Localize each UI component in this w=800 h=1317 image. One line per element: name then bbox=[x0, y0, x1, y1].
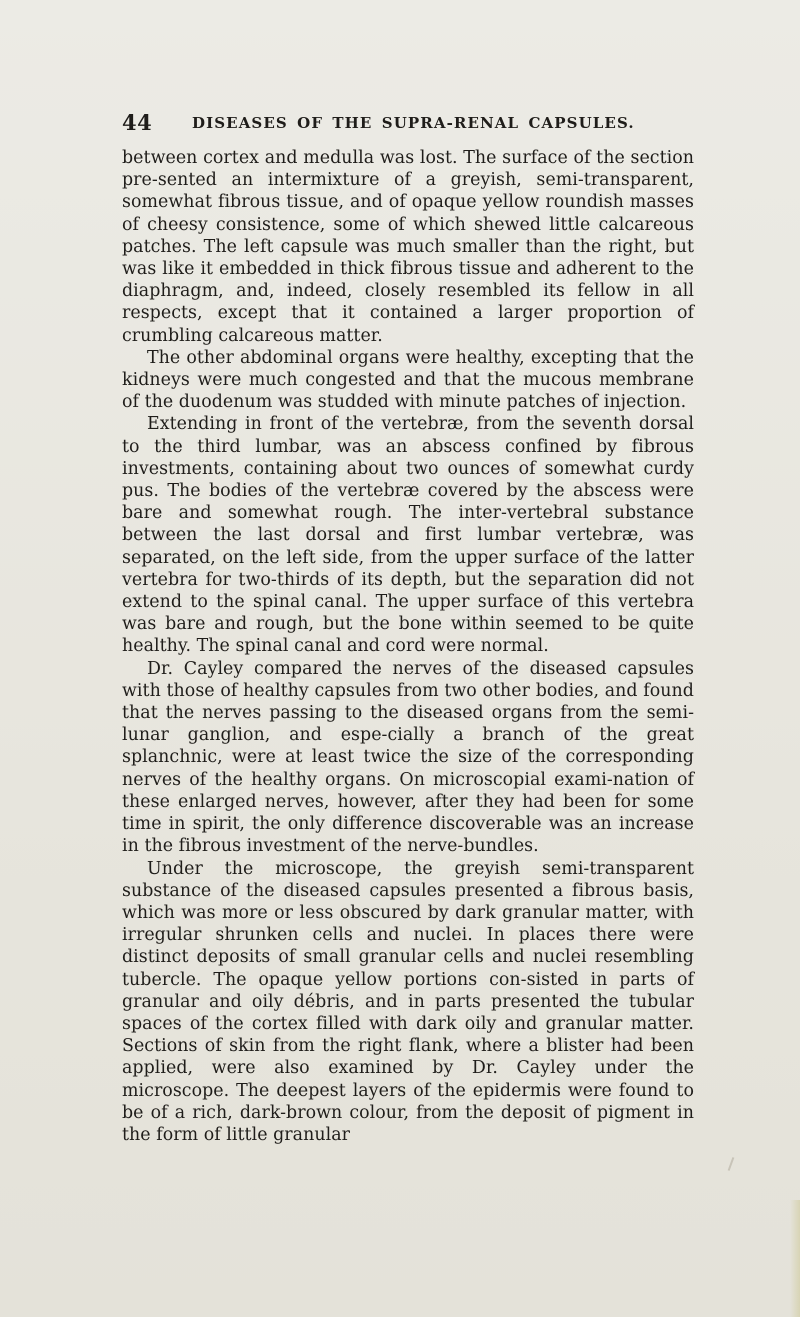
running-head: DISEASES OF THE SUPRA-RENAL CAPSULES. bbox=[192, 114, 635, 132]
page-number: 44 bbox=[122, 110, 153, 135]
paragraph-microscope: Under the microscope, the greyish semi-transparent substance of the diseased capsules presented a fibrous basis, which was more or less obscured by dark granular matter, with irregular shrunken cells and nuclei. In places there were distinct deposits of small granular cells and nuclei resembling tubercle. The opaque yellow portions con-sisted in parts of granular and oily débris, and in parts presented the tubular spaces of the cortex filled with dark oily and granular matter. Sections of skin from the right flank, where a blister had been applied, were also examined by Dr. Cayley under the microscope. The deepest layers of the epidermis were found to be of a rich, dark-brown colour, from the deposit of pigment in the form of little granular bbox=[122, 858, 694, 1145]
paragraph-abscess: Extending in front of the vertebræ, from the seventh dorsal to the third lumbar, was an abscess confined by fibrous investments, containing about two ounces of somewhat curdy pus. The bodies of the vertebræ covered by the abscess were bare and somewhat rough. The inter-vertebral substance between the last dorsal and first lumbar vertebræ, was separated, on the left side, from the upper surface of the latter vertebra for two-thirds of its depth, but the separation did not extend to the spinal canal. The upper surface of this vertebra was bare and rough, but the bone within seemed to be quite healthy. The spinal canal and cord were normal. bbox=[122, 414, 694, 657]
page-header bbox=[0, 110, 800, 140]
paragraph-nerves: Dr. Cayley compared the nerves of the diseased capsules with those of healthy capsules from two other bodies, and found that the nerves passing to the diseased organs from the semi-lunar ganglion, and espe-cially a branch of the great splanchnic, were at least twice the size of the corresponding nerves of the healthy organs. On microscopial exami-nation of these enlarged nerves, however, after they had been for some time in spirit, the only difference discoverable was an increase in the fibrous investment of the nerve-bundles. bbox=[122, 658, 694, 857]
page-edge-stain bbox=[790, 1200, 800, 1317]
paragraph-abdominal-organs: The other abdominal organs were healthy, excepting that the kidneys were much congested and that the mucous membrane of the duodenum was studded with minute patches of injection. bbox=[122, 347, 694, 413]
paper-speck bbox=[728, 1157, 735, 1171]
body-text bbox=[122, 147, 694, 1146]
paragraph-continuation: between cortex and medulla was lost. The surface of the section pre-sented an intermixture of a greyish, semi-transparent, somewhat fibrous tissue, and of opaque yellow roundish masses of cheesy consistence, some of which shewed little calcareous patches. The left capsule was much smaller than the right, but was like it embedded in thick fibrous tissue and adherent to the diaphragm, and, indeed, closely resembled its fellow in all respects, except that it contained a larger proportion of crumbling calcareous matter. bbox=[122, 148, 694, 346]
